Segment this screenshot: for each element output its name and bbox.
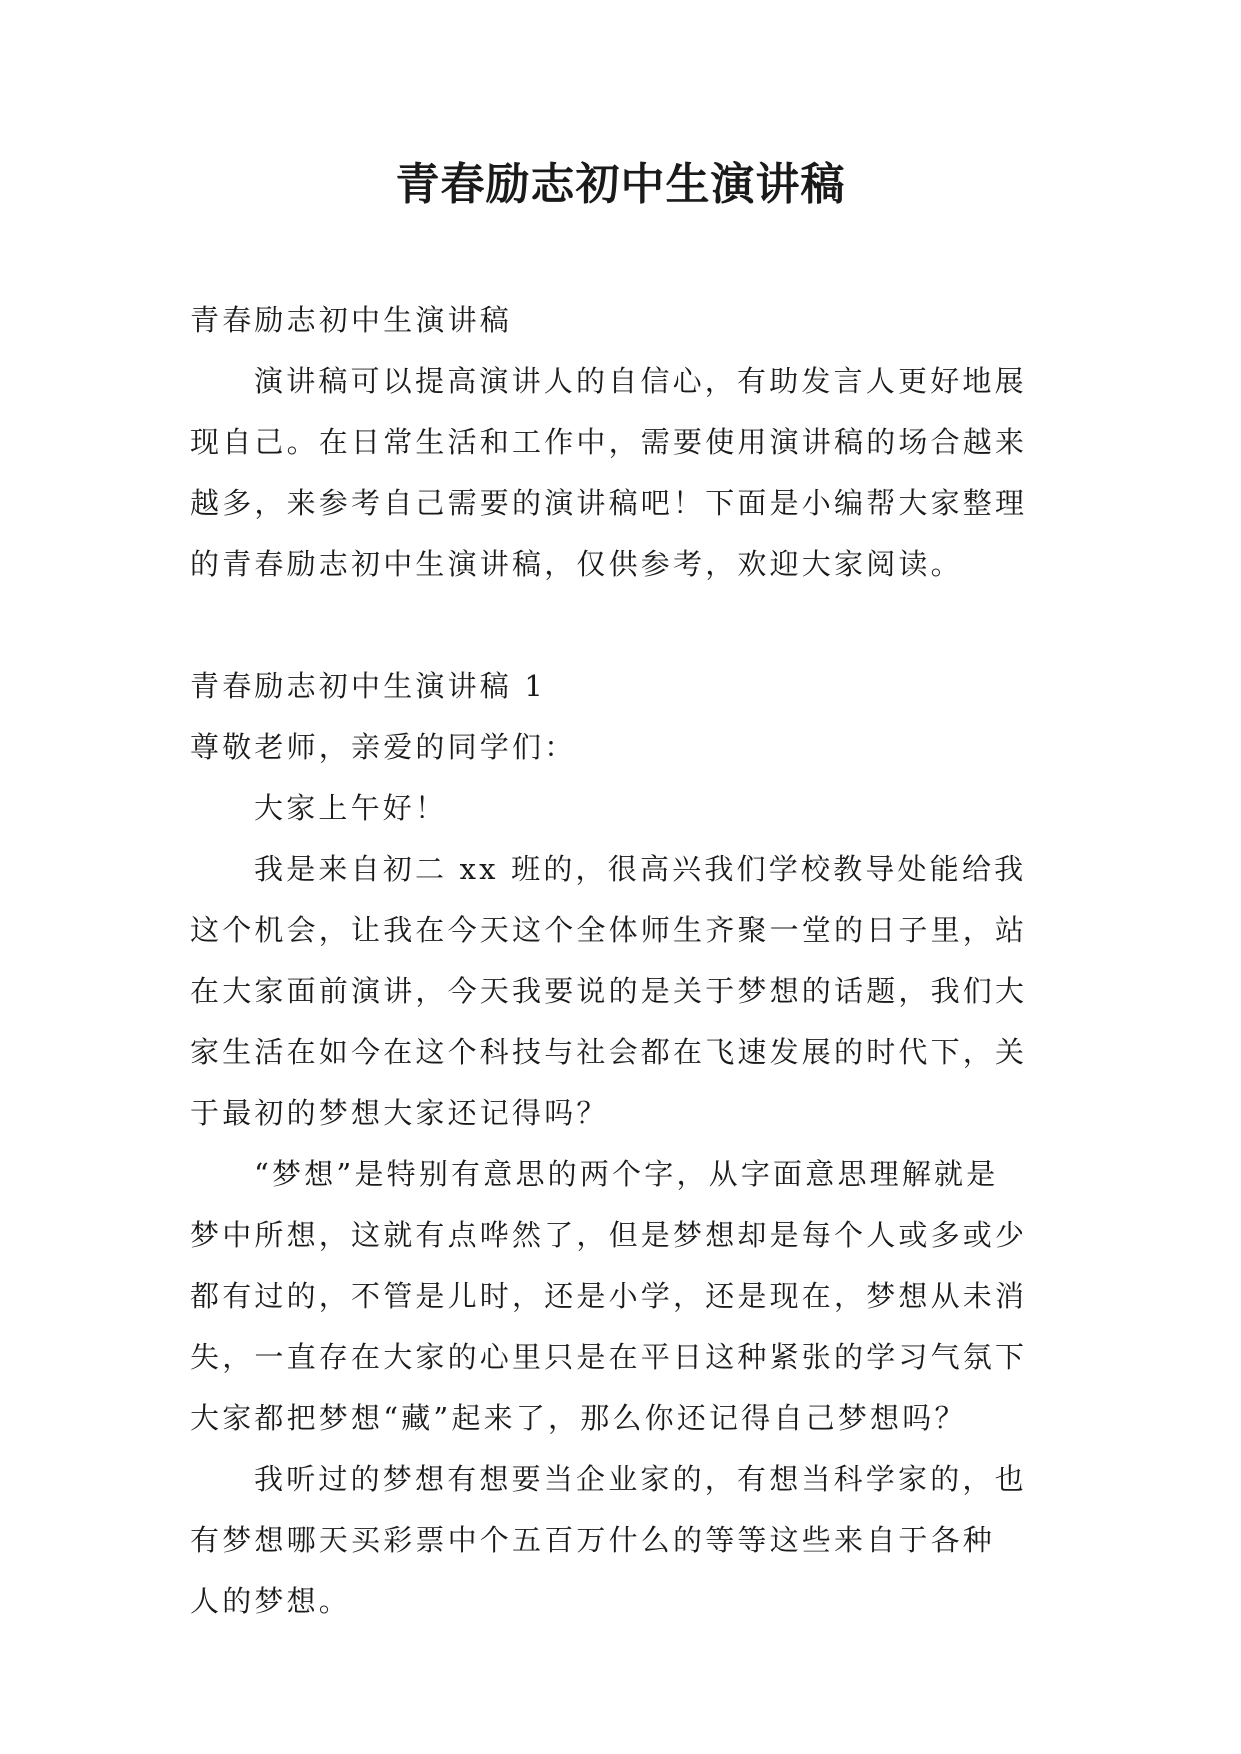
- speech-paragraph-1: [190, 839, 1056, 1144]
- intro-paragraph: [190, 351, 1056, 595]
- speech-paragraph-2: [190, 1144, 1056, 1449]
- section-heading: 青春励志初中生演讲稿 1: [190, 669, 547, 703]
- document-body: [190, 290, 1056, 1632]
- paragraph-line: 人的梦想。: [190, 1584, 352, 1618]
- paragraph-line: 都有过的，不管是儿时，还是小学，还是现在，梦想从未消: [190, 1279, 1028, 1313]
- paragraph-line: 大家都把梦想“藏”起来了，那么你还记得自己梦想吗？: [190, 1401, 967, 1435]
- paragraph-line: 于最初的梦想大家还记得吗？: [190, 1096, 609, 1130]
- intro-line: 现自己。在日常生活和工作中，需要使用演讲稿的场合越来: [190, 425, 1028, 459]
- paragraph-line: 在大家面前演讲，今天我要说的是关于梦想的话题，我们大: [190, 974, 1028, 1008]
- intro-line: 越多，来参考自己需要的演讲稿吧！下面是小编帮大家整理: [190, 486, 1028, 520]
- paragraph-line: 家生活在如今在这个科技与社会都在飞速发展的时代下，关: [190, 1035, 1028, 1069]
- document-title: 青春励志初中生演讲稿: [395, 159, 846, 210]
- paragraph-line: 我听过的梦想有想要当企业家的，有想当科学家的，也: [254, 1462, 1027, 1496]
- intro-line: 演讲稿可以提高演讲人的自信心，有助发言人更好地展: [254, 364, 1027, 398]
- paragraph-line: 我是来自初二 xx 班的，很高兴我们学校教导处能给我: [254, 852, 1027, 886]
- paragraph-line: 有梦想哪天买彩票中个五百万什么的等等这些来自于各种: [190, 1523, 996, 1557]
- speech-paragraph-3: [190, 1449, 1056, 1632]
- document-subtitle: 青春励志初中生演讲稿: [190, 303, 513, 337]
- paragraph-line: “梦想”是特别有意思的两个字，从字面意思理解就是: [254, 1157, 999, 1191]
- paragraph-line: 这个机会，让我在今天这个全体师生齐聚一堂的日子里，站: [190, 913, 1028, 947]
- paragraph-line: 失，一直存在大家的心里只是在平日这种紧张的学习气氛下: [190, 1340, 1028, 1374]
- greeting: 大家上午好！: [254, 791, 448, 825]
- salutation: 尊敬老师，亲爱的同学们：: [190, 730, 577, 764]
- intro-line: 的青春励志初中生演讲稿，仅供参考，欢迎大家阅读。: [190, 547, 963, 581]
- paragraph-spacer: [190, 595, 1056, 656]
- paragraph-line: 梦中所想，这就有点哗然了，但是梦想却是每个人或多或少: [190, 1218, 1028, 1252]
